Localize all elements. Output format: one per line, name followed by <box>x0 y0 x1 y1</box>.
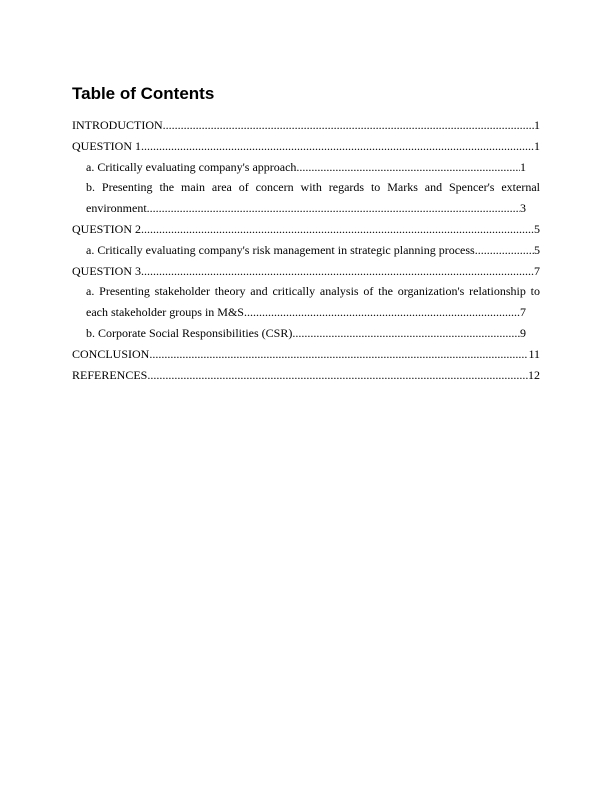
toc-entry-q1-a[interactable] <box>72 157 526 178</box>
toc-title: Table of Contents <box>72 84 215 103</box>
toc-entry-label: INTRODUCTION <box>72 118 163 132</box>
toc-entry-references[interactable] <box>72 365 540 386</box>
toc-entry-label: b. Corporate Social Responsibilities (CSR) <box>86 325 293 340</box>
toc-entry-page: 12 <box>528 367 540 382</box>
toc-entry-question-3[interactable] <box>72 261 540 282</box>
toc-entry-label: each stakeholder groups in M&S <box>86 305 244 320</box>
dot-leader <box>149 344 528 365</box>
dot-leader <box>141 136 534 157</box>
dot-leader <box>141 261 534 282</box>
toc-entry-q2-a[interactable] <box>72 240 540 261</box>
toc-entry-conclusion[interactable] <box>72 344 540 365</box>
dot-leader <box>147 365 528 386</box>
toc-entry-page: 1 <box>534 138 540 153</box>
toc-entry-page: 5 <box>534 242 540 257</box>
toc-entry-label: QUESTION 3 <box>72 263 141 278</box>
toc-entry-label: QUESTION 2 <box>72 221 141 236</box>
toc-entry-page: 9 <box>520 325 526 340</box>
toc-entry-label: CONCLUSION <box>72 346 150 361</box>
toc-entry-page: 11 <box>528 346 540 361</box>
toc-entry-label-line1: b. Presenting the main area of concern with regards to Marks and Spencer's external <box>86 180 540 195</box>
toc-entry-question-1[interactable] <box>72 136 540 157</box>
toc-entry-label: QUESTION 1 <box>72 138 141 153</box>
toc-entry-label: a. Critically evaluating company's approach <box>86 159 297 174</box>
dot-leader <box>163 115 534 136</box>
dot-leader <box>244 302 520 323</box>
dot-leader <box>475 240 534 261</box>
toc-entry-label: environment <box>86 201 147 216</box>
dot-leader <box>141 219 534 240</box>
toc-entry-label-line2 <box>86 198 526 219</box>
toc-entry-q3-a[interactable] <box>72 281 540 323</box>
dot-leader <box>147 198 520 219</box>
toc-entry-page: 5 <box>534 221 540 236</box>
toc-entry-q3-b[interactable] <box>72 323 526 344</box>
toc-entry-label: a. Critically evaluating company's risk management in strategic planning process <box>86 242 475 257</box>
dot-leader <box>292 323 520 344</box>
toc-entry-page: 1 <box>534 118 540 132</box>
toc-entry-introduction[interactable] <box>72 115 540 136</box>
toc-entry-label: REFERENCES <box>72 367 148 382</box>
toc-entry-q1-b[interactable] <box>72 177 540 219</box>
toc-entry-question-2[interactable] <box>72 219 540 240</box>
toc-entry-page: 7 <box>534 263 540 278</box>
toc-list <box>72 115 540 385</box>
toc-entry-label-line2 <box>86 302 526 323</box>
toc-entry-page: 1 <box>520 159 526 174</box>
toc-entry-label-line1: a. Presenting stakeholder theory and critically analysis of the organization's relationship to <box>86 284 540 299</box>
dot-leader <box>296 157 520 178</box>
toc-entry-page: 7 <box>520 305 526 320</box>
toc-entry-page: 3 <box>520 201 526 216</box>
